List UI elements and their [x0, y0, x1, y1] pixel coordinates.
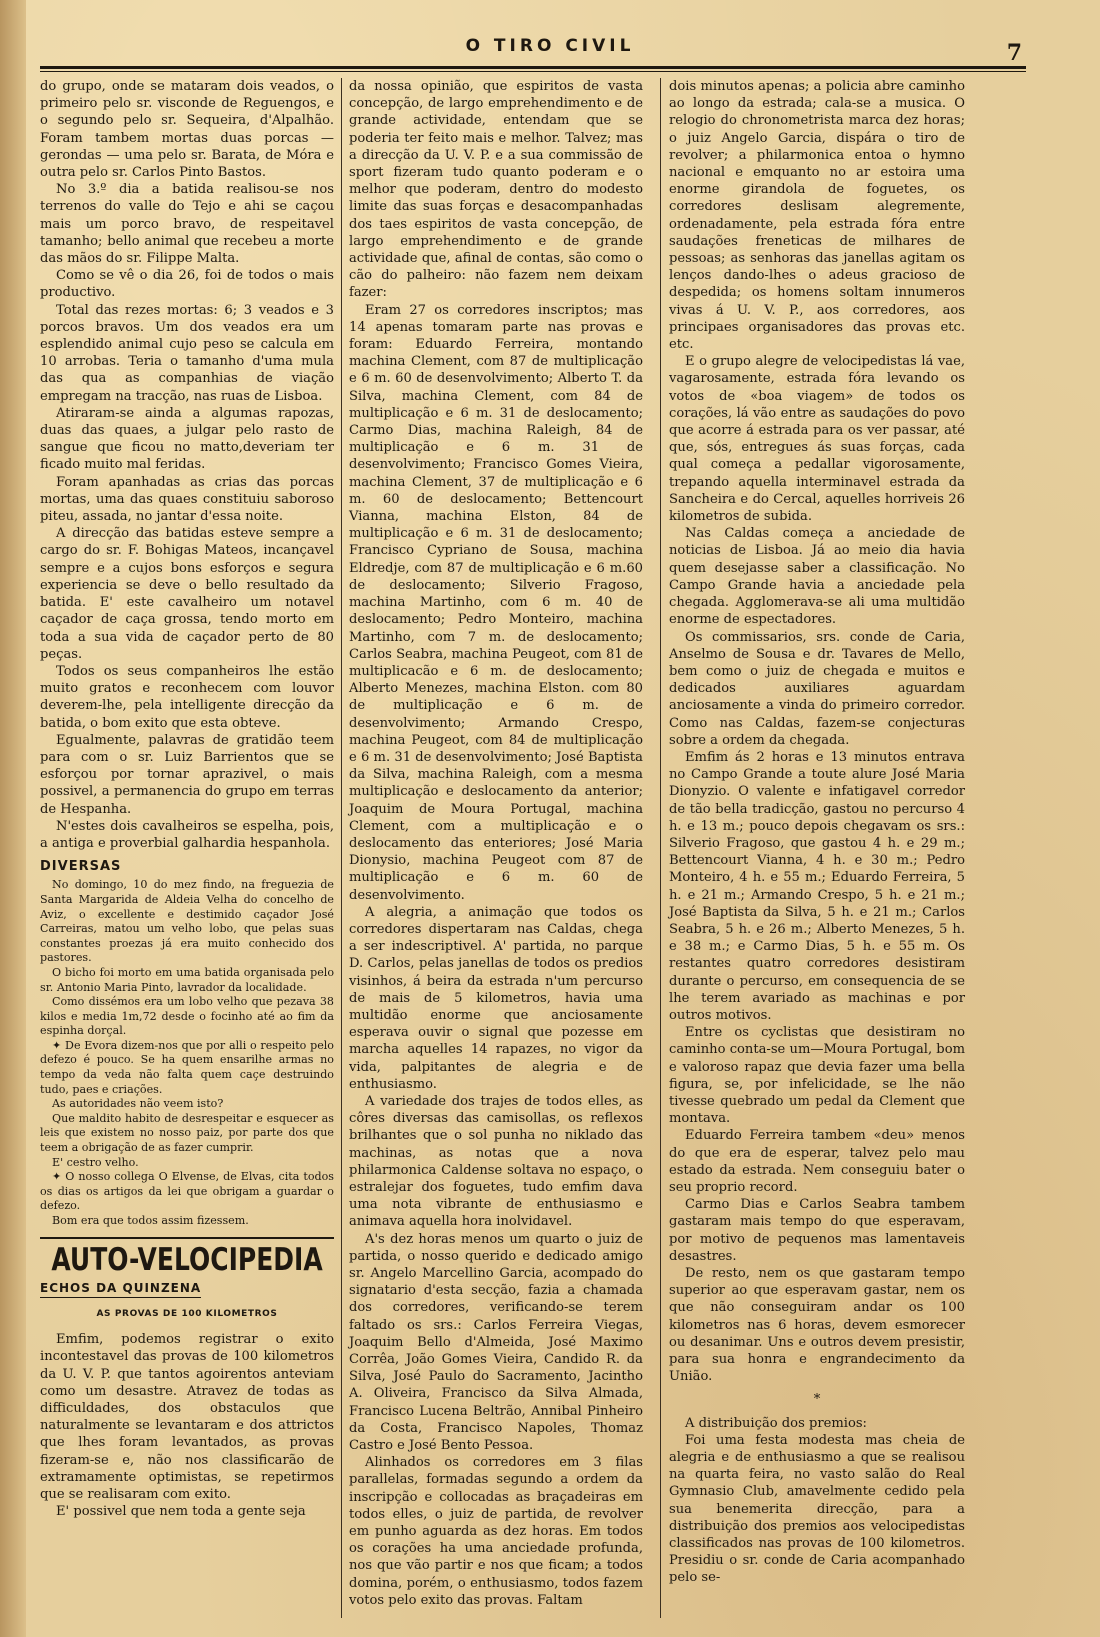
column-1	[40, 78, 334, 1520]
paragraph: Eram 27 os corredores inscriptos; mas 14 apenas tomaram parte nas provas e foram: Eduardo Ferreira, montando machina Clement, com 87 de multiplicação e 6 m. 60 de desenvolvimento; Alberto T. da Silva, machina Clement, com 84 de multiplicação e 6 m. 31 de deslocamento; Carmo Dias, machina Raleigh, 84 de multiplicação e 6 m. 31 de desenvolvimento; Francisco Gomes Vieira, machina Clement, 37 de multiplicação e 6 m. 60 de deslocamento; Bettencourt Vianna, machina Elston, 84 de multiplicação e 6 m. 31 de deslocamento; Francisco Cypriano de Sousa, machina Eldredje, com 87 de multiplicação e 6 m.60 de deslocamento; Silverio Fragoso, machina Martinho, com 6 m. 40 de deslocamento; Pedro Monteiro, machina Martinho, com 7 m. de deslocamento; Carlos Seabra, machina Peugeot, com 81 de multiplicacão e 6 m. de deslocamento; Alberto Menezes, machina Elston. com 80 de multiplicação e 6 m. de desenvolvimento; Armando Crespo, machina Peugeot, com 84 de multiplicação e 6 m. 31 de desenvolvimento; José Baptista da Silva, machina Raleigh, com a mesma multiplicação e deslocamento da anterior; Joaquim de Moura Portugal, machina Clement, com a multiplicação e o deslocamento das enteriores; José Maria Dionysio, machina Peugeot com 87 de multiplicação e 6 m. 60 de desenvolvimento.	[349, 302, 643, 903]
paragraph: ✦ De Evora dizem-nos que por alli o respeito pelo defezo é pouco. Se ha quem ensarilhe armas no tempo da veda não falta quem caçe destruindo tudo, paes e criações.	[40, 1038, 334, 1096]
paragraph: E' possivel que nem toda a gente seja	[56, 1504, 306, 1520]
paragraph: Eduardo Ferreira tambem «deu» menos do que era de esperar, talvez pelo mau estado da estrada. Nem conseguiu bater o seu proprio record.	[669, 1128, 965, 1195]
section-heading-diversas: DIVERSAS	[40, 859, 122, 875]
paragraph: A alegria, a animação que todos os corredores dispertaram nas Caldas, chega a ser indescriptivel. A' partida, no parque D. Carlos, pelas janellas de todos os predios visinhos, á beira da estrada n'um percurso de mais de 5 kilometros, havia uma multidão enorme que anciosamente esperava ouvir o signal que pozesse em marcha aquelles 14 rapazes, no vigor da vida, palpitantes de alegria e de enthusiasmo.	[349, 904, 643, 1092]
paragraph: Carmo Dias e Carlos Seabra tambem gastaram mais tempo do que esperavam, por motivo de pequenos mas lamentaveis desastres.	[669, 1197, 965, 1264]
paragraph: A distribuição dos premios:	[685, 1415, 867, 1431]
page-number: 7	[1006, 40, 1022, 66]
paragraph: No domingo, 10 do mez findo, na freguezia de Santa Margarida de Aldeia Velha do concelho de Aviz, o excellente e destimido caçador José Carreiras, matou um velho lobo, que pelas suas constantes proezas já era muito conhecido dos pastores.	[40, 878, 334, 965]
paragraph: Entre os cyclistas que desistiram no caminho conta-se um—Moura Portugal, bom e valoroso rapaz que devia fazer uma bella figura, se, por infelicidade, se lhe não tivesse quebrado um pedal da Clement que montava.	[669, 1025, 965, 1127]
paragraph: Egualmente, palavras de gratidão teem para com o sr. Luiz Barrientos que se esforçou por tornar aprazivel, o mais possivel, a permanencia do grupo em terras de Hespanha.	[40, 732, 334, 817]
paragraph: Todos os seus companheiros lhe estão muito gratos e reconhecem com louvor deverem-lhe, pela intelligente direcção da batida, o bom exito que esta obteve.	[40, 663, 334, 731]
paragraph: Que maldito habito de desrespeitar e esquecer as leis que existem no nosso paiz, por parte dos que teem a obrigação de as fazer cumprir.	[40, 1111, 334, 1155]
paragraph: De resto, nem os que gastaram tempo superior ao que esperavam gastar, nem os que não conseguiram andar os 100 kilometros nas 6 horas, devem esmorecer ou desanimar. Uns e outros devem presistir, para sua honra e engrandecimento da União.	[669, 1266, 965, 1385]
paragraph: O bicho foi morto em uma batida organisada pelo sr. Antonio Maria Pinto, lavrador da localidade.	[40, 965, 334, 994]
column-3	[669, 78, 965, 1587]
paragraph: Emfim ás 2 horas e 13 minutos entrava no Campo Grande a toute alure José Maria Dionyzio. O valente e infatigavel corredor de tão bella tradicção, gastou no percurso 4 h. e 13 m.; pouco depois chegavam os srs.: Silverio Fragoso, que gastou 4 h. e 29 m.; Bettencourt Vianna, 4 h. e 30 m.; Pedro Monteiro, 4 h. e 55 m.; Eduardo Ferreira, 5 h. e 21 m.; Armando Crespo, 5 h. e 21 m.; José Baptista da Silva, 5 h. e 21 m.; Carlos Seabra, 5 h. e 26 m.; Alberto Menezes, 5 h. e 38 m.; e Carmo Dias, 5 h. e 55 m. Os restantes quatro corredores desistiram durante o percurso, em consequencia de se lhe terem avariado as machinas e por outros motivos.	[669, 749, 965, 1023]
column-2	[349, 78, 643, 1609]
paragraph: E' cestro velho.	[52, 1155, 139, 1169]
section-heading-auto-velocipedia: AUTO-VELOCIPEDIA	[51, 1240, 323, 1278]
paragraph: Nas Caldas começa a anciedade de noticias de Lisboa. Já ao meio dia havia quem desejasse saber a classificação. No Campo Grande havia a anciedade pela chegada. Agglomerava-se ali uma multidão enorme de espectadores.	[669, 526, 965, 628]
paragraph: A direcção das batidas esteve sempre a cargo do sr. F. Bohigas Mateos, incançavel sempre e a cujos bons esforços e segura experiencia se deve o bello resultado da batida. E' este cavalheiro um notavel caçador de caça grossa, tendo morto em toda a sua vida de caçador perto de 80 peças.	[40, 526, 334, 662]
paragraph: Como dissémos era um lobo velho que pezava 38 kilos e media 1m,72 desde o focinho até ao fim da espinha dorçal.	[40, 995, 334, 1038]
paragraph: da nossa opinião, que espiritos de vasta concepção, de largo emprehendimento e de grande actividade, entendam que se poderia ter feito mais e melhor. Talvez; mas a direcção da U. V. P. e a sua commissão de sport fizeram tudo quanto poderam e o melhor que poderam, dentro do modesto limite das suas forças e desacompanhadas dos taes espiritos de vasta concepção, de largo emprehendimento e de grande actividade que, afinal de contas, são como o cão do palheiro: não fazem nem deixam fazer:	[349, 79, 643, 301]
subheading-provas: AS PROVAS DE 100 KILOMETROS	[96, 1309, 278, 1319]
header-rule	[40, 66, 1026, 72]
column-divider	[660, 78, 661, 1618]
paragraph: dois minutos apenas; a policia abre caminho ao longo da estrada; cala-se a musica. O relogio do chronometrista marca dez horas; o juiz Angelo Garcia, dispára o tiro de revolver; a philarmonica entoa o hymno nacional e emquanto no ar estoira uma enorme girandola de foguetes, os corredores deslisam alegremente, ordenadamente, pela estrada fóra entre saudações freneticas de milhares de pessoas; as senhoras das janellas agitam os lenços dando-lhes o adeus gracioso de despedida; os homens soltam innumeros vivas á U. V. P., aos corredores, aos principaes organisadores das provas etc. etc.	[669, 79, 965, 353]
paragraph: Alinhados os corredores em 3 filas parallelas, formadas segundo a ordem da inscripção e collocadas as braçadeiras em todos elles, o juiz de partida, de revolver em punho aguarda as dez horas. Em todos os corações ha uma anciedade profunda, nos que vão partir e nos que ficam; a todos domina, porém, o enthusiasmo, todos fazem votos pelo exito das provas. Faltam	[349, 1455, 643, 1608]
section-rule	[40, 1237, 334, 1239]
paragraph: Total das rezes mortas: 6; 3 veados e 3 porcos bravos. Um dos veados era um esplendido animal cujo peso se calcula em 10 arrobas. Teria o tamanho d'uma mula das qua as companhias de viação empregam na tracção, nas ruas de Lisboa.	[40, 302, 334, 404]
column-divider	[341, 78, 342, 1618]
masthead-title: O TIRO CIVIL	[465, 36, 635, 56]
diversas-block	[40, 878, 334, 1228]
paragraph: ✦ O nosso collega O Elvense, de Elvas, cita todos os dias os artigos da lei que obrigam a guardar o defezo.	[40, 1170, 334, 1213]
paragraph: No 3.º dia a batida realisou-se nos terrenos do valle do Tejo e ahi se caçou mais um porco bravo, de respeitavel tamanho; bello animal que recebeu a morte das mãos do sr. Filippe Malta.	[40, 182, 334, 267]
paragraph: Foi uma festa modesta mas cheia de alegria e de enthusiasmo a que se realisou na quarta feira, no vasto salão do Real Gymnasio Club, amavelmente cedido pela sua benemerita direcção, para a distribuição dos premios aos velocipedistas classificados nas provas de 100 kilometros. Presidiu o sr. conde de Caria acompanhado pelo se-	[669, 1432, 965, 1586]
paragraph: do grupo, onde se mataram dois veados, o primeiro pelo sr. visconde de Reguengos, e o segundo pelo sr. Sequeira, d'Alpalhão. Foram tambem mortas duas porcas — gerondas — uma pelo sr. Barata, de Móra e outra pelo sr. Carlos Pinto Bastos.	[40, 79, 334, 181]
paragraph: Os commissarios, srs. conde de Caria, Anselmo de Sousa e dr. Tavares de Mello, bem como o juiz de chegada e muitos e dedicados auxiliares aguardam anciosamente a vinda do primeiro corredor. Como nas Caldas, fazem-se conjecturas sobre a ordem da chegada.	[669, 629, 965, 748]
paragraph: A variedade dos trajes de todos elles, as côres diversas das camisollas, os reflexos brilhantes que o sol punha no niklado das machinas, as notas que a nova philarmonica Caldense soltava no espaço, o estralejar dos foguetes, tudo emfim dava uma nota vibrante de enthusiasmo e animava aquella hora inolvidavel.	[349, 1093, 643, 1230]
paragraph: A's dez horas menos um quarto o juiz de partida, o nosso querido e dedicado amigo sr. Angelo Marcellino Garcia, acompado do signatario d'esta secção, fazia a chamada dos corredores, verificando-se terem faltado os srs.: Carlos Ferreira Viegas, Joaquim Bello d'Almeida, José Maximo Corrêa, João Gomes Vieira, Candido R. da Silva, José Paulo do Sacramento, Jacintho A. Oliveira, Francisco da Silva Almada, Francisco Lucena Beltrão, Annibal Pinheiro da Costa, Francisco Napoles, Thomaz Castro e José Bento Pessoa.	[349, 1231, 643, 1454]
paragraph: Como se vê o dia 26, foi de todos o mais productivo.	[40, 268, 334, 301]
section-divider-star: *	[813, 1392, 821, 1408]
paragraph: N'estes dois cavalheiros se espelha, pois, a antiga e proverbial galhardia hespanhola.	[40, 818, 334, 851]
subheading-echos: ECHOS DA QUINZENA	[40, 1280, 201, 1298]
paragraph: E o grupo alegre de velocipedistas lá vae, vagarosamente, estrada fóra levando os votos de «boa viagem» de todos os corações, lá vão entre as saudações do povo que acorre á estrada para os ver passar, até que, sós, entregues ás suas forças, cada qual começa a pedallar vigorosamente, trepando aquella interminavel estrada da Sancheira e do Cercal, aquelles horriveis 26 kilometros de subida.	[669, 354, 965, 525]
paragraph: Emfim, podemos registrar o exito incontestavel das provas de 100 kilometros da U. V. P. que tantos agoirentos anteviam como um desastre. Atravez de todas as difficuldades, dos obstaculos que naturalmente se levantaram e dos attrictos que lhes foram levantados, as provas fizeram-se e, não nos classificarão de extramamente optimistas, se repetirmos que se realisaram com exito.	[40, 1332, 334, 1503]
paragraph: Foram apanhadas as crias das porcas mortas, uma das quaes constituiu saboroso piteu, assada, no jantar d'essa noite.	[40, 474, 334, 525]
paragraph: Atiraram-se ainda a algumas rapozas, duas das quaes, a julgar pelo rasto de sangue que ficou no matto,deveriam ter ficado muito mal feridas.	[40, 405, 334, 473]
paragraph: As autoridades não veem isto?	[52, 1097, 224, 1111]
paragraph: Bom era que todos assim fizessem.	[52, 1214, 249, 1227]
page-edge	[0, 0, 26, 1637]
